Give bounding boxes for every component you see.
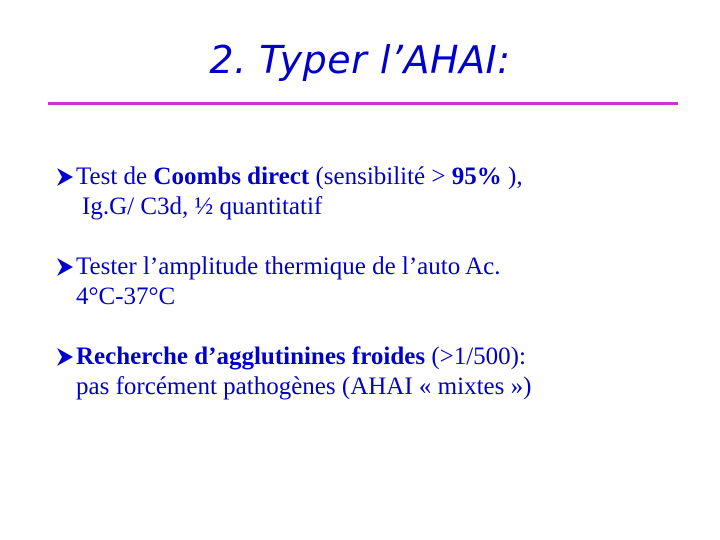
bullet-text-fragment: (>1/500): — [425, 343, 526, 370]
title-divider — [48, 102, 678, 105]
bullet-item-coombs — [56, 162, 696, 222]
bullet-list — [56, 162, 696, 432]
bullet-item-thermal — [56, 252, 696, 312]
bullet-text-fragment: ), — [501, 163, 523, 190]
bullet-text-line2: pas forcément pathogènes (AHAI « mixtes ») — [76, 373, 532, 400]
bullet-bold-fragment: Coombs direct — [153, 163, 310, 190]
bullet-text-line2: 4°C-37°C — [76, 283, 176, 310]
bullet-text-fragment: Test de — [76, 163, 154, 190]
bullet-text-line1 — [76, 343, 526, 370]
bullet-text-line2: Ig.G/ C3d, ½ quantitatif — [82, 193, 323, 220]
arrow-bullet-icon — [56, 257, 74, 277]
arrow-bullet-icon — [56, 167, 74, 187]
bullet-bold-fragment: Recherche d’agglutinines froides — [76, 343, 426, 370]
bullet-bold-fragment: 95% — [451, 163, 502, 190]
arrow-bullet-icon — [56, 347, 74, 367]
bullet-item-agglutinins — [56, 342, 696, 402]
bullet-text-fragment: (sensibilité > — [309, 163, 452, 190]
bullet-text-line1 — [76, 163, 523, 190]
slide-title: 2. Typer l’AHAI: — [209, 38, 511, 82]
bullet-text-line1: Tester l’amplitude thermique de l’auto Ac. — [76, 253, 501, 280]
